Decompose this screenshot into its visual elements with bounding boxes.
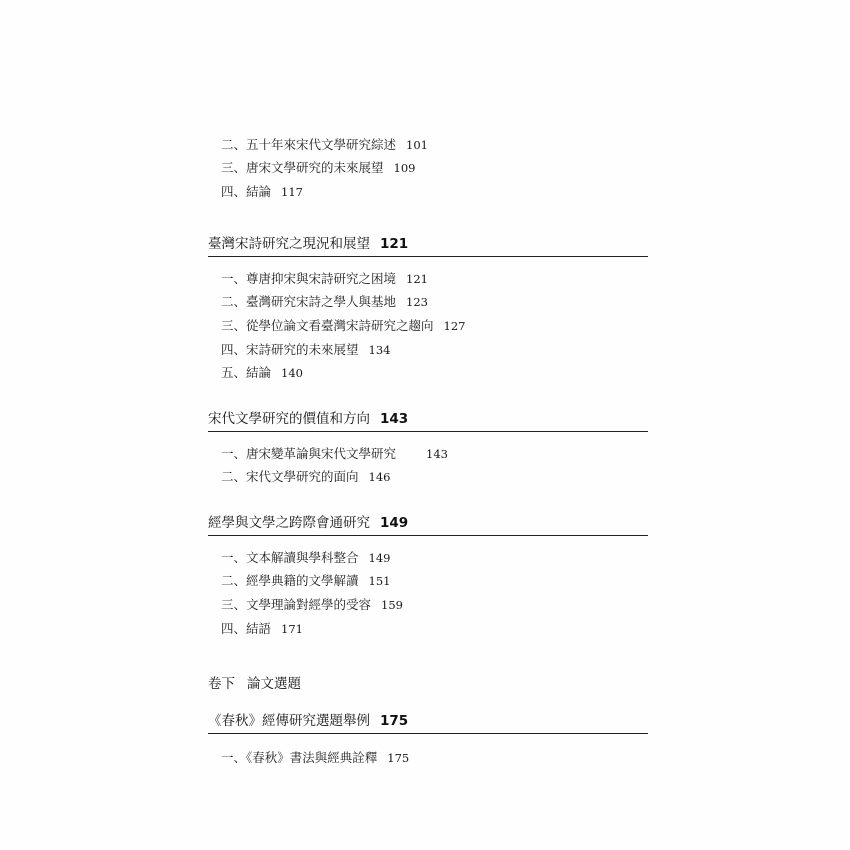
section-title: 宋代文學研究的價值和方向: [208, 411, 370, 427]
toc-entry[interactable]: [221, 294, 428, 310]
toc-entry[interactable]: [221, 597, 403, 613]
section-divider: [208, 733, 648, 734]
toc-entry-page: 146: [368, 470, 391, 484]
toc-entry-page: 175: [387, 751, 410, 765]
toc-section-heading[interactable]: [208, 235, 408, 253]
toc-entry-page: 101: [406, 138, 428, 152]
toc-entry[interactable]: [221, 550, 390, 566]
toc-entry-label: 二、臺灣研究宋詩之學人與基地: [221, 294, 397, 309]
part-title: 論文選題: [247, 676, 301, 692]
toc-entry-label: 四、結論: [221, 184, 272, 199]
section-title: 經學與文學之跨際會通研究: [208, 515, 370, 531]
toc-entry-label: 一、文本解讀與學科整合: [221, 550, 359, 565]
toc-entry-label: 一、唐宋變革論與宋代文學研究: [221, 446, 397, 461]
toc-entry[interactable]: [221, 137, 428, 153]
toc-entry[interactable]: [221, 160, 415, 176]
toc-entry-page: 171: [281, 622, 303, 636]
toc-entry-page: 123: [406, 295, 428, 309]
toc-entry[interactable]: [221, 750, 409, 766]
toc-entry-page: 127: [443, 319, 466, 333]
toc-entry[interactable]: [221, 446, 448, 462]
toc-entry-label: 三、從學位論文看臺灣宋詩研究之趨向: [221, 318, 434, 333]
toc-entry-page: 117: [281, 185, 303, 199]
toc-entry-label: 三、文學理論對經學的受容: [221, 597, 372, 612]
section-page: 143: [380, 411, 409, 427]
toc-entry[interactable]: [221, 469, 390, 485]
toc-section-heading[interactable]: [208, 514, 408, 532]
toc-entry-label: 二、經學典籍的文學解讀: [221, 573, 359, 588]
toc-entry-page: 149: [368, 551, 391, 565]
toc-entry-label: 三、唐宋文學研究的未來展望: [221, 160, 384, 175]
toc-entry-page: 140: [281, 366, 303, 380]
section-divider: [208, 535, 648, 536]
section-divider: [208, 256, 648, 257]
toc-entry[interactable]: [221, 621, 303, 637]
section-page: 175: [380, 713, 409, 729]
section-page: 149: [380, 515, 409, 531]
toc-entry-label: 一、尊唐抑宋與宋詩研究之困境: [221, 271, 397, 286]
toc-entry-page: 134: [368, 343, 391, 357]
toc-entry-label: 四、宋詩研究的未來展望: [221, 342, 359, 357]
section-title: 臺灣宋詩研究之現況和展望: [208, 236, 370, 252]
toc-entry-page: 143: [426, 447, 448, 461]
toc-entry-label: 二、五十年來宋代文學研究綜述: [221, 137, 397, 152]
toc-entry-label: 二、宋代文學研究的面向: [221, 469, 359, 484]
toc-entry-page: 151: [368, 574, 391, 588]
part-volume: 卷下: [208, 676, 235, 692]
toc-entry[interactable]: [221, 184, 303, 200]
toc-entry-label: 一、《春秋》書法與經典詮釋: [221, 750, 378, 765]
toc-section-heading[interactable]: [208, 712, 408, 730]
section-divider: [208, 431, 648, 432]
toc-entry-page: 159: [381, 598, 403, 612]
part-heading: [208, 675, 301, 693]
toc-entry[interactable]: [221, 342, 390, 358]
toc-entry[interactable]: [221, 573, 390, 589]
toc-entry-label: 四、結語: [221, 621, 272, 636]
toc-entry[interactable]: [221, 271, 428, 287]
section-title: 《春秋》經傳研究選題舉例: [208, 713, 370, 729]
toc-entry[interactable]: [221, 365, 303, 381]
toc-entry[interactable]: [221, 318, 465, 334]
toc-section-heading[interactable]: [208, 410, 408, 428]
toc-entry-label: 五、結論: [221, 365, 272, 380]
toc-entry-page: 109: [393, 161, 416, 175]
section-page: 121: [380, 236, 409, 252]
toc-entry-page: 121: [406, 272, 428, 286]
